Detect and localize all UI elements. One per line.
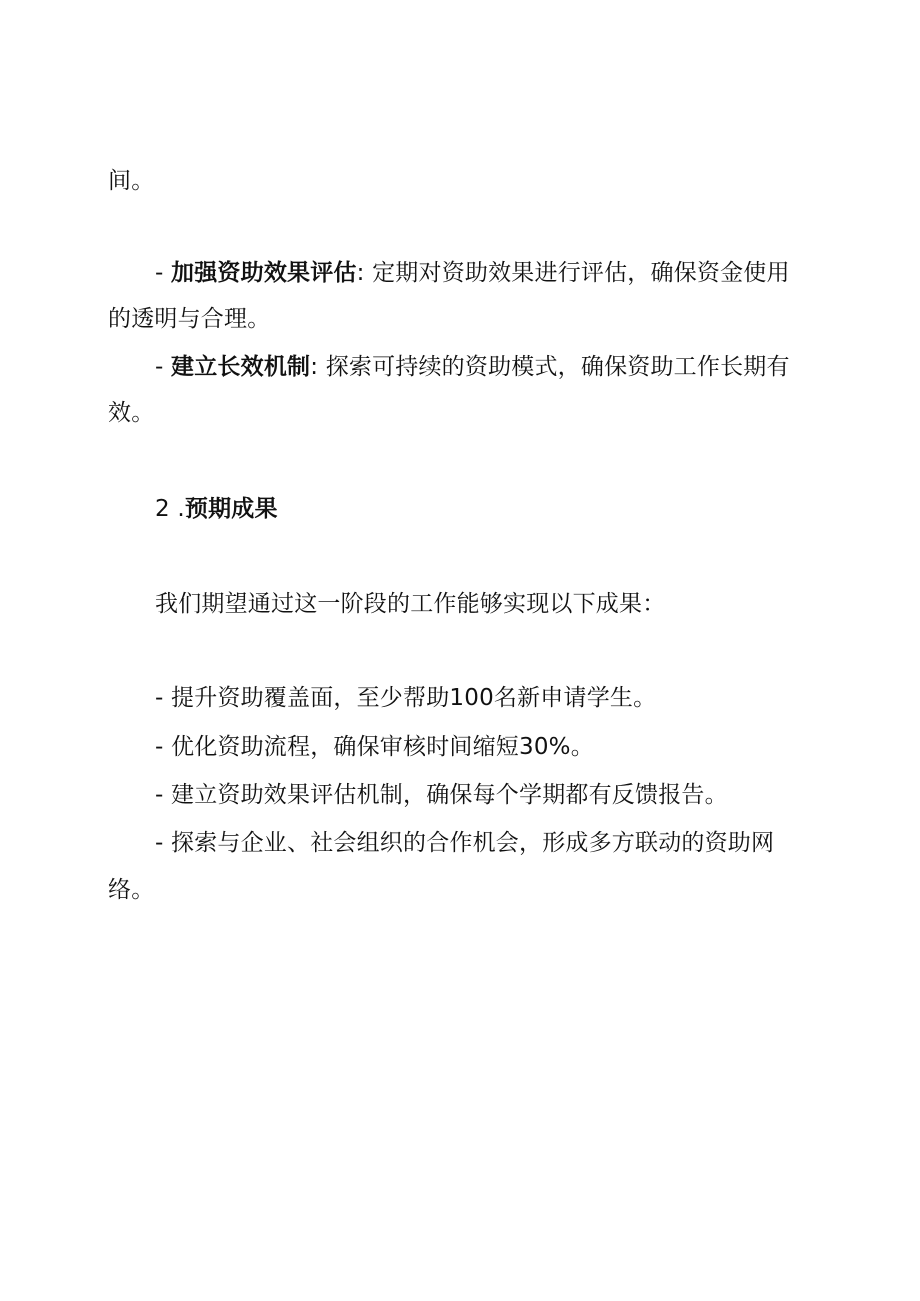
outcome-list-item-continuation: 络。 [108, 877, 155, 903]
measure-item-line2: 的透明与合理。 [108, 306, 271, 332]
section-title: 预期成果 [184, 496, 278, 522]
outcome-list-item: - 优化资助流程，确保审核时间缩短30%。 [155, 734, 594, 760]
measure-colon: : [310, 354, 326, 380]
measure-dash: - [155, 354, 172, 380]
outcome-list-item: - 提升资助覆盖面，至少帮助100名新申请学生。 [155, 685, 657, 711]
measure-item-line1 [155, 258, 790, 288]
outcome-intro-text: 我们期望通过这一阶段的工作能够实现以下成果： [155, 591, 666, 617]
measure-text: 定期对资助效果进行评估，确保资金使用 [372, 260, 790, 286]
outcome-list-item: - 探索与企业、社会组织的合作机会，形成多方联动的资助网 [155, 830, 775, 856]
section-number: 2 [155, 496, 170, 522]
measure-title: 建立长效机制 [171, 354, 311, 380]
intro-tail-text: 间。 [108, 168, 155, 194]
section-heading [155, 494, 278, 524]
measure-colon: : [356, 260, 373, 286]
measure-dash: - [155, 260, 172, 286]
section-separator: . [169, 496, 185, 522]
measure-text: 探索可持续的资助模式，确保资助工作长期有 [325, 354, 790, 380]
measure-item-line1 [155, 352, 790, 382]
outcome-list-item: - 建立资助效果评估机制，确保每个学期都有反馈报告。 [155, 782, 728, 808]
measure-title: 加强资助效果评估 [171, 260, 357, 286]
measure-item-line2: 效。 [108, 400, 155, 426]
